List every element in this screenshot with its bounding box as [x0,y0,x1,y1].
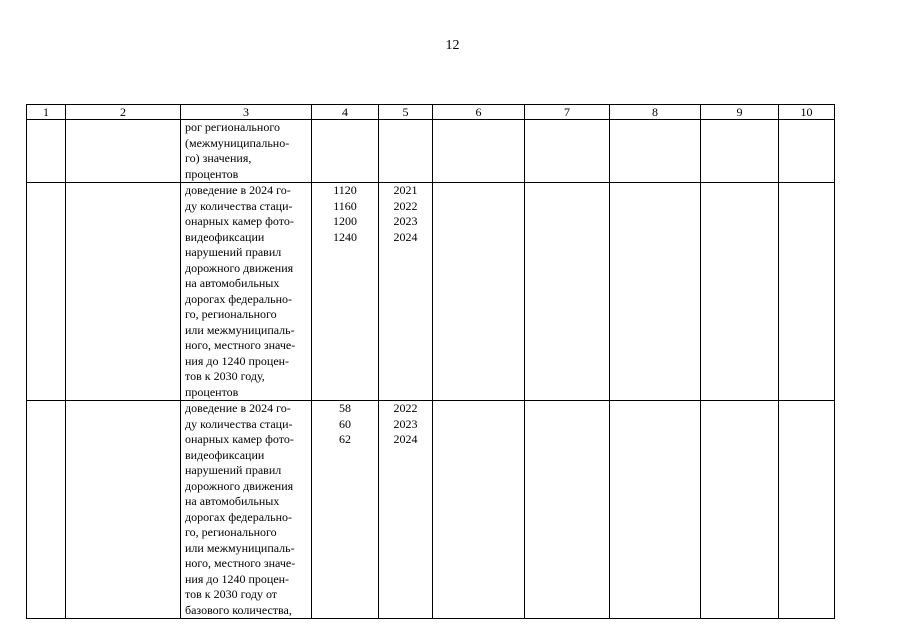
cell-line: дорожного движения [185,260,294,275]
cell-line: видеофиксации [185,229,265,244]
cell-line: (межмуниципально- [185,135,290,150]
cell-line: или межмуниципаль- [185,322,295,337]
column-header: 1 [27,105,66,120]
cell-line: го, регионального [185,525,277,539]
cell-line: тов к 2030 году, [185,369,265,383]
column-header: 2 [66,105,181,120]
cell-line: ного, местного значе- [185,556,296,570]
cell-line: 62 [339,432,351,446]
cell-line: видеофиксации [185,447,265,462]
cell-line: го) значения, [185,151,252,165]
cell-line: ного, местного значе- [185,338,296,352]
cell-line: доведение в 2024 го- [185,183,291,197]
cell-line: 2022 [393,198,418,213]
cell-line: ду количества стаци- [185,416,293,431]
indicator-values [312,120,379,183]
column-header: 3 [181,105,312,120]
cell-line: 2023 [393,214,418,228]
page-number: 12 [445,38,460,53]
indicator-text [181,183,312,401]
cell-line: ду количества стаци- [185,198,293,213]
cell-line: 2021 [393,183,418,197]
indicator-values [312,183,379,401]
table-header-row [27,105,835,120]
cell-line: 1120 [333,183,357,197]
column-header: 9 [701,105,779,120]
cell-line: рог регионального [185,120,280,134]
cell-line: доведение в 2024 го- [185,401,291,415]
cell-line: базового количества, [185,602,292,617]
table-row [27,120,835,183]
cell-line: или межмуниципаль- [185,540,295,555]
cell-line: го, регионального [185,307,277,321]
indicator-text [181,401,312,619]
table-row [27,401,835,619]
column-header: 6 [433,105,525,120]
cell-line: дорожного движения [185,478,294,493]
cell-line: процентов [185,384,239,399]
cell-line: на автомобильных [185,276,280,290]
cell-line: процентов [185,166,239,181]
cell-line: 2023 [393,416,418,431]
indicators-table [26,104,835,619]
indicator-text [181,120,312,183]
cell-line: дорогах федерально- [185,291,293,306]
indicator-years [379,120,433,183]
cell-line: нарушений правил [185,463,282,477]
indicator-values [312,401,379,619]
indicator-years [379,183,433,401]
table-row [27,183,835,401]
column-header: 8 [610,105,701,120]
column-header: 10 [779,105,835,120]
cell-line: 58 [339,401,351,415]
column-header: 7 [525,105,610,120]
cell-line: тов к 2030 году от [185,587,278,601]
column-header: 4 [312,105,379,120]
cell-line: нарушений правил [185,245,282,259]
cell-line: 1200 [333,214,357,228]
cell-line: 1160 [333,198,357,213]
cell-line: ния до 1240 процен- [185,571,290,586]
cell-line: онарных камер фото- [185,432,294,446]
indicator-years [379,401,433,619]
cell-line: на автомобильных [185,494,280,508]
cell-line: 2022 [393,401,418,415]
cell-line: ния до 1240 процен- [185,353,290,368]
cell-line: онарных камер фото- [185,214,294,228]
cell-line: 60 [339,416,351,431]
column-header: 5 [379,105,433,120]
cell-line: дорогах федерально- [185,509,293,524]
cell-line: 2024 [393,229,418,244]
cell-line: 2024 [393,432,418,446]
cell-line: 1240 [333,229,357,244]
